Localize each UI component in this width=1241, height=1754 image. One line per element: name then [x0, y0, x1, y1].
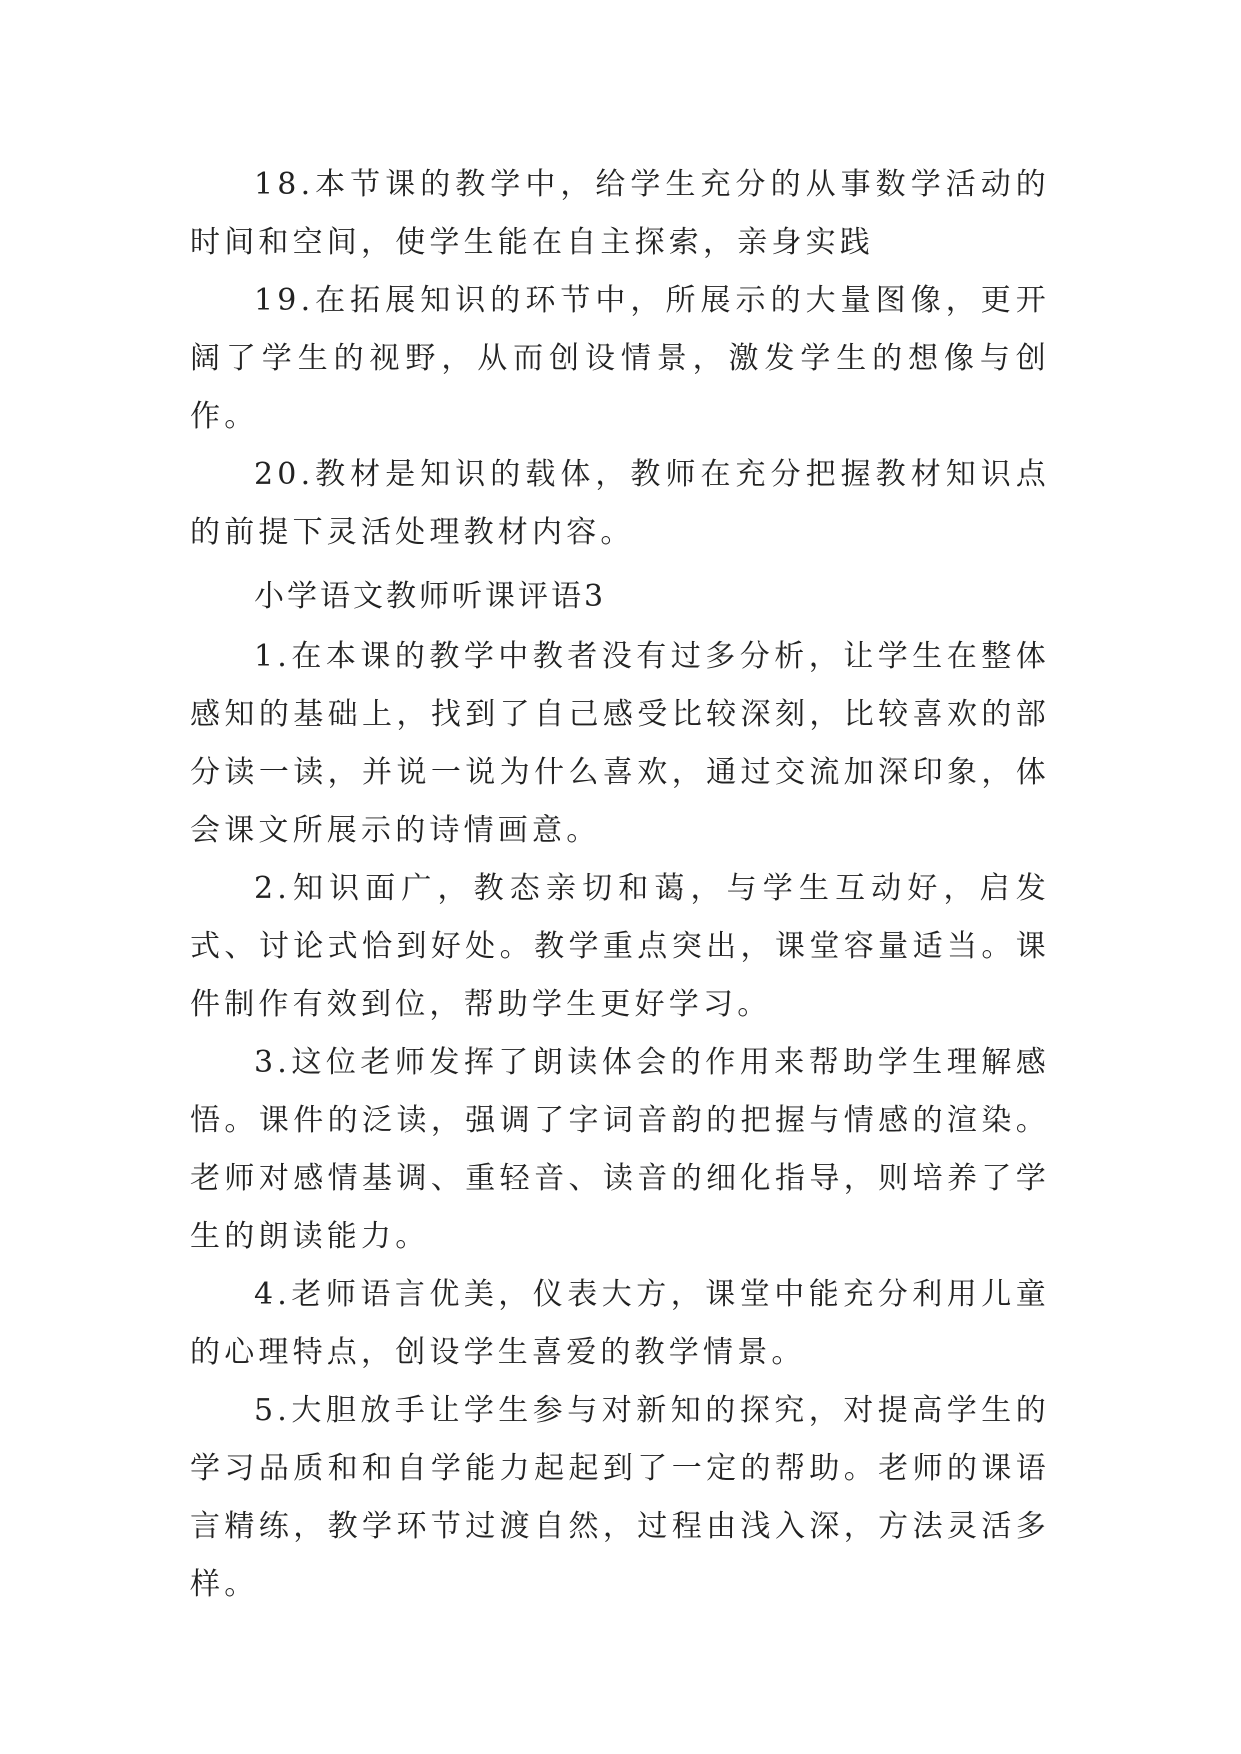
comment-paragraph-19: 19.在拓展知识的环节中，所展示的大量图像，更开阔了学生的视野，从而创设情景，激发学生的想像与创作。 — [190, 283, 1050, 434]
comment-paragraph-4: 4.老师语言优美，仪表大方，课堂中能充分利用儿童的心理特点，创设学生喜爱的教学情景。 — [190, 1277, 1050, 1370]
comment-paragraph-20: 20.教材是知识的载体，教师在充分把握教材知识点的前提下灵活处理教材内容。 — [190, 457, 1050, 550]
section-teacher-comments-3 — [190, 568, 1050, 1614]
comment-paragraph-5: 5.大胆放手让学生参与对新知的探究，对提高学生的学习品质和和自学能力起起到了一定的帮助。老师的课语言精练，教学环节过渡自然，过程由浅入深，方法灵活多样。 — [190, 1393, 1050, 1602]
comment-paragraph-3: 3.这位老师发挥了朗读体会的作用来帮助学生理解感悟。课件的泛读，强调了字词音韵的把握与情感的渲染。老师对感情基调、重轻音、读音的细化指导，则培养了学生的朗读能力。 — [190, 1045, 1050, 1254]
section-heading: 小学语文教师听课评语3 — [254, 579, 607, 614]
comment-paragraph-18: 18.本节课的教学中，给学生充分的从事数学活动的时间和空间，使学生能在自主探索，亲身实践 — [190, 167, 1050, 260]
comment-paragraph-1: 1.在本课的教学中教者没有过多分析，让学生在整体感知的基础上，找到了自己感受比较深刻，比较喜欢的部分读一读，并说一说为什么喜欢，通过交流加深印象，体会课文所展示的诗情画意。 — [190, 639, 1050, 848]
section-continued-comments — [190, 156, 1050, 562]
comment-paragraph-2: 2.知识面广，教态亲切和蔼，与学生互动好，启发式、讨论式恰到好处。教学重点突出，课堂容量适当。课件制作有效到位，帮助学生更好学习。 — [190, 871, 1050, 1022]
